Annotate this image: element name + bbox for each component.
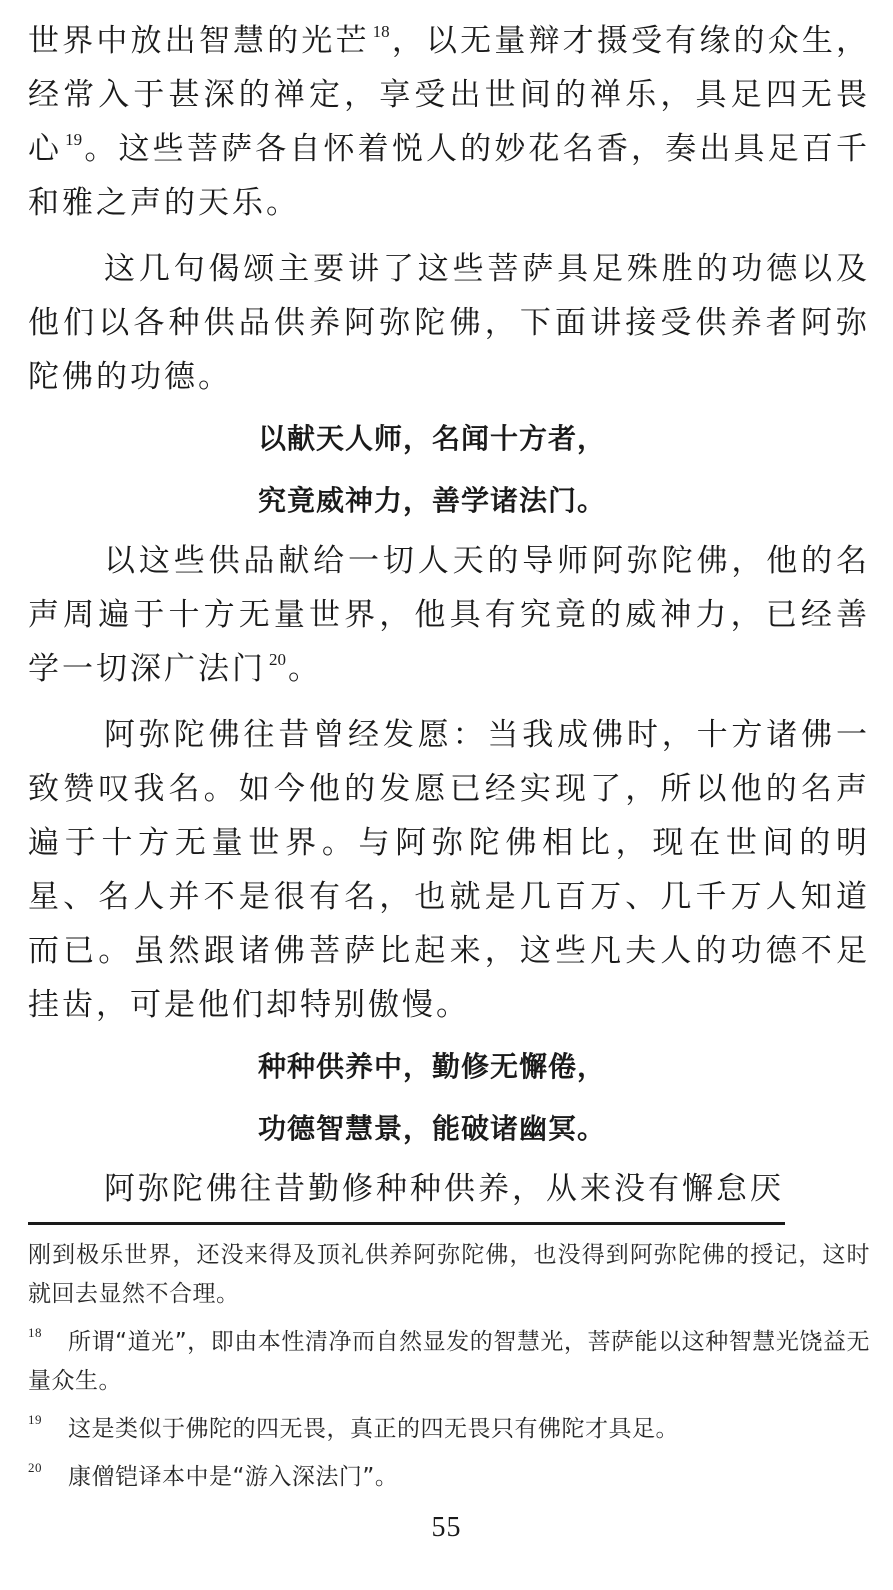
paragraph-1-text-b: ，以无量辩才摄受有缘的众生，经常入于甚深的禅定，享受出世间的禅乐，具足四无畏心	[28, 23, 871, 167]
footnote-20: 20 康僧铠译本中是“游入深法门”。	[28, 1460, 399, 1490]
footnote-19: 19 这是类似于佛陀的四无畏，真正的四无畏只有佛陀才具足。	[28, 1412, 679, 1442]
paragraph-1-text-c: 。这些菩萨各自怀着悦人的妙花名香，奏出具足百千和雅之声的天乐。	[28, 131, 871, 221]
main-text	[28, 14, 870, 1216]
paragraph-5: 阿弥陀佛往昔勤修种种供养，从来没有懈怠厌	[104, 1171, 784, 1207]
footnote-ref-20[interactable]: 20	[269, 650, 286, 669]
verse-2-line-2: 功德智慧景，能破诸幽冥。	[258, 1112, 607, 1145]
footnote-divider	[28, 1222, 785, 1225]
paragraph-1-text-a: 世界中放出智慧的光芒	[28, 23, 370, 59]
footnote-18: 18 所谓“道光”，即由本性清净而自然显发的智慧光，菩萨能以这种智慧光饶益无量众生。	[28, 1325, 870, 1394]
footnote-text: 康僧铠译本中是“游入深法门”。	[68, 1464, 399, 1490]
page-number: 55	[431, 1512, 462, 1543]
footnote-ref-19[interactable]: 19	[65, 130, 83, 149]
footnote-text: 这是类似于佛陀的四无畏，真正的四无畏只有佛陀才具足。	[68, 1416, 679, 1442]
verse-1-line-1: 以献天人师，名闻十方者，	[258, 422, 607, 455]
paragraph-3	[28, 534, 870, 696]
paragraph-3-text-b: 。	[288, 651, 322, 687]
verse-block-2	[28, 1036, 870, 1160]
paragraph-1	[28, 14, 870, 230]
verse-1-line-2: 究竟威神力，善学诸法门。	[258, 484, 607, 517]
paragraph-2: 这几句偈颂主要讲了这些菩萨具足殊胜的功德以及他们以各种供品供养阿弥陀佛，下面讲接受供养者阿弥陀佛的功德。	[28, 251, 870, 395]
footnotes-section	[28, 1236, 870, 1506]
verse-block-1	[28, 408, 870, 532]
paragraph-3-text-a: 以这些供品献给一切人天的导师阿弥陀佛，他的名声周遍于十方无量世界，他具有究竟的威神力，已经善学一切深广法门	[28, 543, 870, 687]
paragraph-4: 阿弥陀佛往昔曾经发愿：当我成佛时，十方诸佛一致赞叹我名。如今他的发愿已经实现了，所以他的名声遍于十方无量世界。与阿弥陀佛相比，现在世间的明星、名人并不是很有名，也就是几百万、几千万人知道而已。虽然跟诸佛菩萨比起来，这些凡夫人的功德不足挂齿，可是他们却特别傲慢。	[28, 717, 870, 1023]
footnote-text: 所谓“道光”，即由本性清净而自然显发的智慧光，菩萨能以这种智慧光饶益无量众生。	[28, 1329, 870, 1394]
verse-2-line-1: 种种供养中，勤修无懈倦，	[258, 1050, 607, 1083]
footnote-continuation: 刚到极乐世界，还没来得及顶礼供养阿弥陀佛，也没得到阿弥陀佛的授记，这时就回去显然不合理。	[28, 1242, 870, 1307]
footnote-ref-18[interactable]: 18	[372, 22, 390, 41]
